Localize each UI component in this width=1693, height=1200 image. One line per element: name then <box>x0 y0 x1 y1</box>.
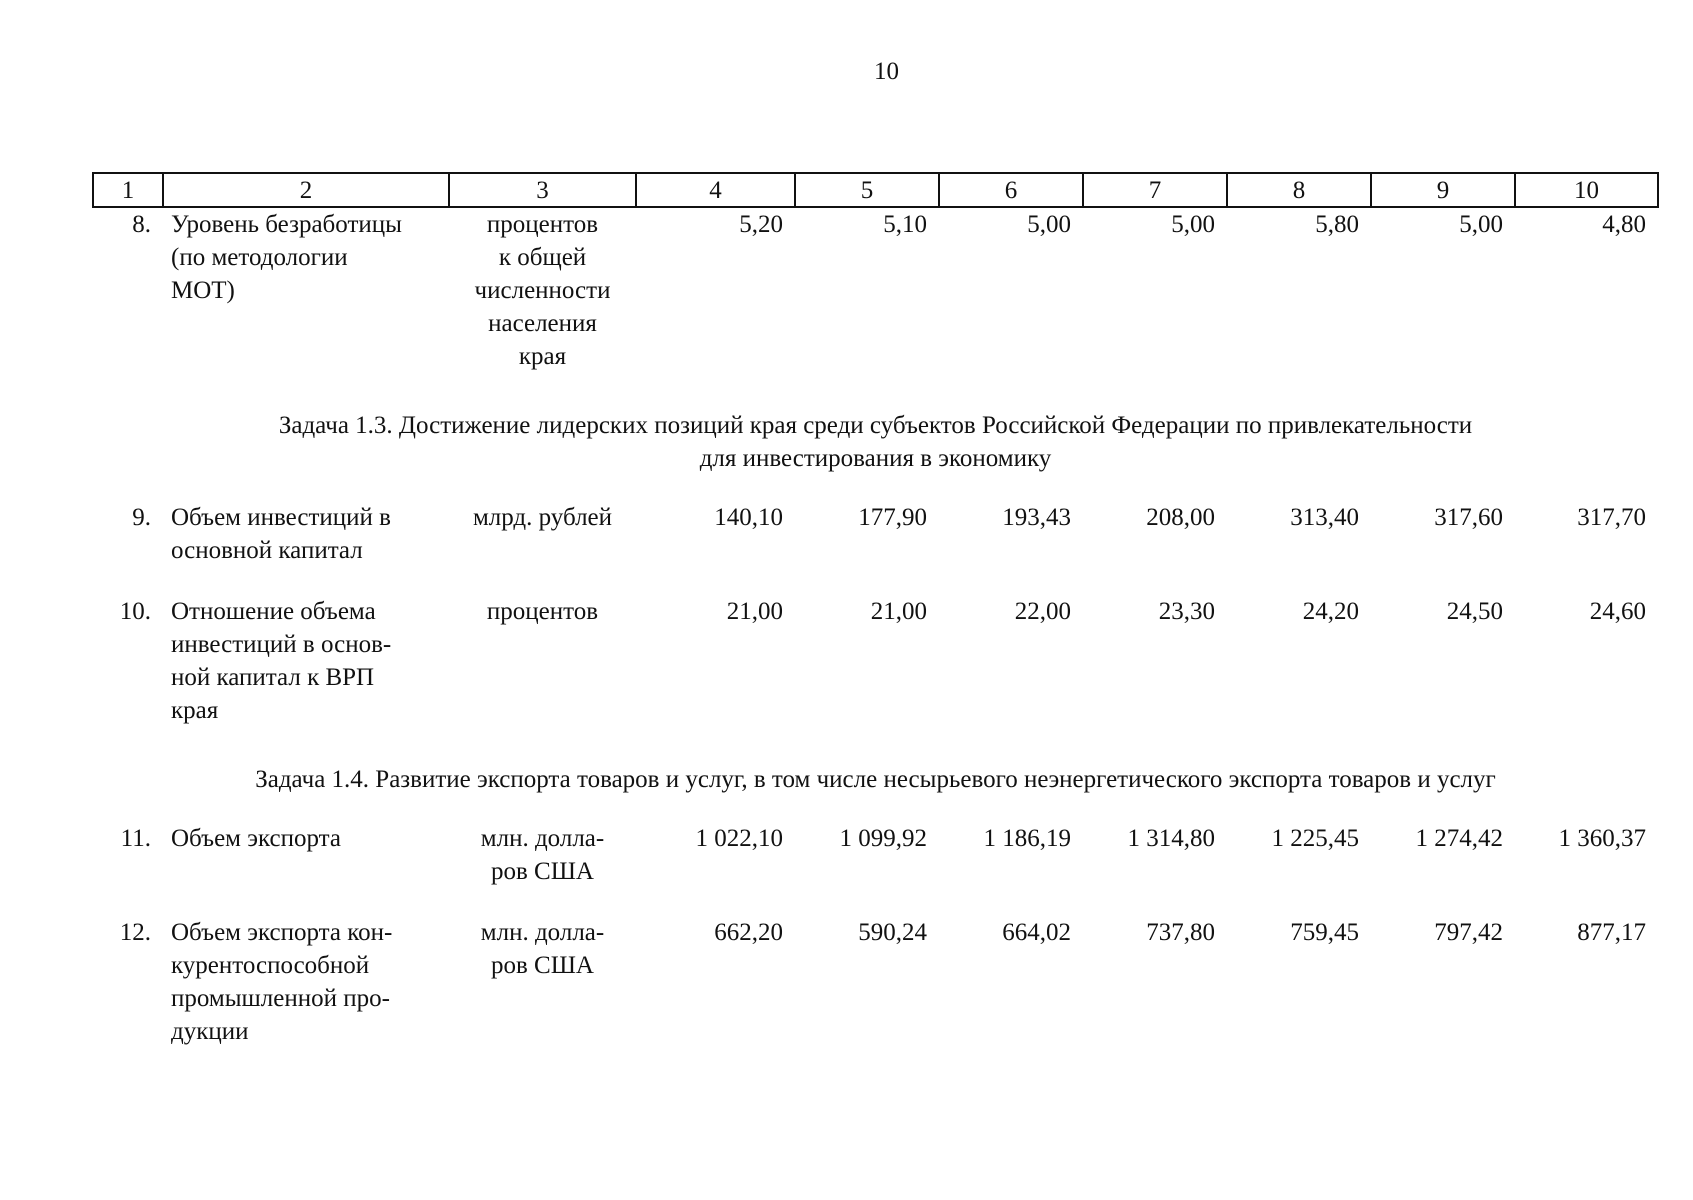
indicator-name: Объем экспорта <box>171 825 341 852</box>
value-cell: 193,43 <box>1002 504 1071 531</box>
value-cell: 4,80 <box>1602 211 1646 238</box>
value-cell: 21,00 <box>870 598 927 625</box>
value-cell: 24,20 <box>1302 598 1359 625</box>
value-cell: 24,60 <box>1589 598 1646 625</box>
page-number: 10 <box>874 58 899 85</box>
value-cell: 140,10 <box>714 504 783 531</box>
header-col-10: 10 <box>1515 173 1658 207</box>
value-cell: 759,45 <box>1290 919 1359 946</box>
value-cell: 313,40 <box>1290 504 1359 531</box>
value-cell: 797,42 <box>1434 919 1503 946</box>
unit: млн. долла- ров США <box>480 825 605 885</box>
task-heading-row <box>93 727 1658 822</box>
task-heading: Задача 1.4. Развитие экспорта товаров и услуг, в том числе несырьевого неэнергетического экспорта товаров и услуг <box>255 766 1496 793</box>
row-index: 11. <box>120 825 151 852</box>
value-cell: 1 022,10 <box>695 825 783 852</box>
value-cell: 5,20 <box>739 211 783 238</box>
value-cell: 5,10 <box>883 211 927 238</box>
table-row <box>93 822 1658 888</box>
value-cell: 664,02 <box>1002 919 1071 946</box>
indicators-table <box>92 172 1659 1048</box>
row-index: 9. <box>132 504 151 531</box>
value-cell: 5,80 <box>1315 211 1359 238</box>
indicator-name: Отношение объема инвестиций в основ- ной капитал к ВРП края <box>171 598 392 724</box>
task-heading: Задача 1.3. Достижение лидерских позиций края среди субъектов Российской Федерации по привлекательности для инвестирования в экономику <box>278 412 1473 472</box>
task-heading-row <box>93 373 1658 501</box>
header-col-2: 2 <box>163 173 449 207</box>
value-cell: 1 225,45 <box>1271 825 1359 852</box>
unit: процентов <box>486 598 599 625</box>
value-cell: 22,00 <box>1014 598 1071 625</box>
table-row <box>93 567 1658 727</box>
value-cell: 877,17 <box>1577 919 1646 946</box>
value-cell: 5,00 <box>1171 211 1215 238</box>
value-cell: 21,00 <box>726 598 783 625</box>
value-cell: 737,80 <box>1146 919 1215 946</box>
header-col-4: 4 <box>636 173 795 207</box>
header-col-9: 9 <box>1371 173 1515 207</box>
value-cell: 24,50 <box>1446 598 1503 625</box>
unit: процентов к общей численности населения края <box>474 211 611 370</box>
value-cell: 5,00 <box>1027 211 1071 238</box>
value-cell: 23,30 <box>1158 598 1215 625</box>
value-cell: 1 274,42 <box>1415 825 1503 852</box>
value-cell: 1 186,19 <box>983 825 1071 852</box>
table-row <box>93 501 1658 567</box>
value-cell: 5,00 <box>1459 211 1503 238</box>
unit: млрд. рублей <box>472 504 613 531</box>
value-cell: 317,60 <box>1434 504 1503 531</box>
header-col-6: 6 <box>939 173 1083 207</box>
row-index: 10. <box>119 598 151 625</box>
header-row <box>93 173 1658 207</box>
header-col-7: 7 <box>1083 173 1227 207</box>
row-index: 12. <box>119 919 151 946</box>
value-cell: 317,70 <box>1577 504 1646 531</box>
value-cell: 177,90 <box>858 504 927 531</box>
value-cell: 590,24 <box>858 919 927 946</box>
header-col-5: 5 <box>795 173 939 207</box>
value-cell: 1 099,92 <box>839 825 927 852</box>
value-cell: 208,00 <box>1146 504 1215 531</box>
value-cell: 1 314,80 <box>1127 825 1215 852</box>
table-row <box>93 888 1658 1048</box>
value-cell: 1 360,37 <box>1558 825 1646 852</box>
indicator-name: Уровень безработицы (по методологии МОТ) <box>171 211 402 304</box>
header-col-8: 8 <box>1227 173 1371 207</box>
table-row <box>93 207 1658 373</box>
header-col-1: 1 <box>93 173 163 207</box>
row-index: 8. <box>132 211 151 238</box>
indicator-name: Объем инвестиций в основной капитал <box>171 504 391 564</box>
header-col-3: 3 <box>449 173 636 207</box>
value-cell: 662,20 <box>714 919 783 946</box>
unit: млн. долла- ров США <box>480 919 605 979</box>
indicator-name: Объем экспорта кон- курентоспособной промышленной про- дукции <box>171 919 393 1045</box>
